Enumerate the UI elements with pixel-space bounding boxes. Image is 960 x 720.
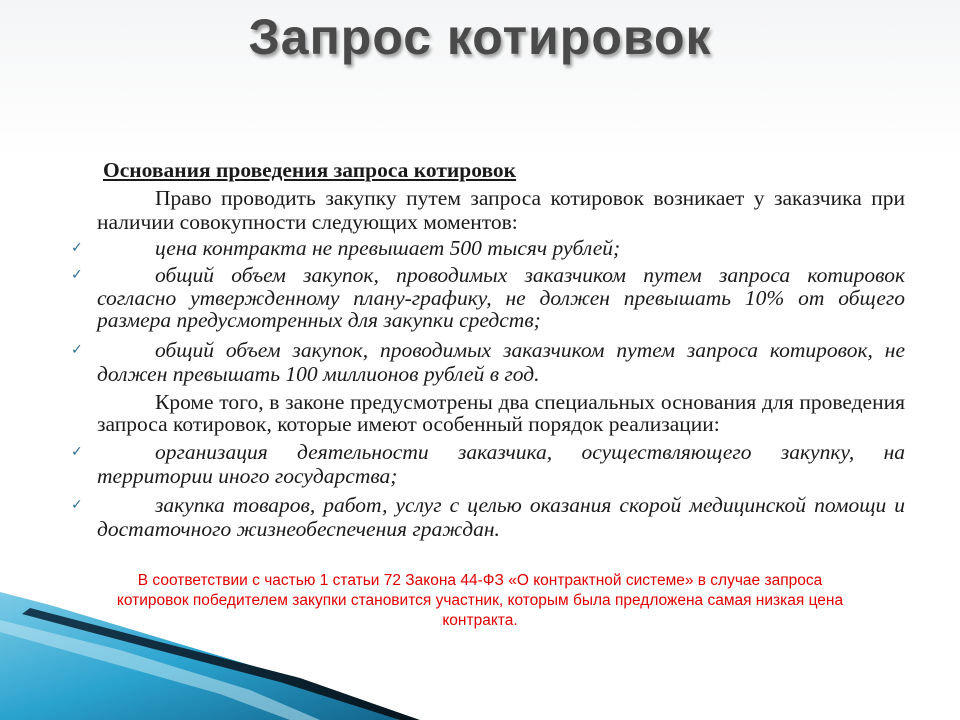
checkmark-icon: ✓ (71, 443, 83, 460)
footnote: В соответствии с частью 1 статьи 72 Закона 44-ФЗ «О контрактной системе» в случае запроса котировок победителем закупки становится участник, которым была предложена самая низкая цена контракта. (116, 572, 844, 629)
checkmark-icon: ✓ (71, 341, 83, 358)
special-case-item (71, 439, 905, 488)
condition-item (71, 263, 905, 332)
checkmark-icon: ✓ (71, 240, 83, 256)
checkmark-icon: ✓ (71, 496, 83, 513)
condition-text: цена контракта не превышает 500 тысяч рублей; (155, 236, 621, 260)
condition-item (71, 236, 905, 260)
special-case-text: закупка товаров, работ, услуг с целью оказания скорой медицинской помощи и достаточного жизнеобеспечения граждан. (97, 492, 905, 541)
slide-body (71, 158, 905, 541)
section-heading: Основания проведения запроса котировок (103, 158, 517, 182)
slide-title: Запрос котировок (248, 9, 712, 65)
special-intro-paragraph: Кроме того, в законе предусмотрены два специальных основания для проведения запроса котировок, которые имеют особенный порядок реализации: (97, 389, 905, 436)
condition-item (71, 337, 905, 386)
special-case-text: организация деятельности заказчика, осуществляющего закупку, на территории иного государства; (97, 439, 905, 488)
condition-text: общий объем закупок, проводимых заказчиком путем запроса котировок согласно утвержденному плану-графику, не должен превышать 10% от общего размера предусмотренных для закупки средств; (97, 263, 905, 332)
special-case-item (71, 492, 905, 541)
intro-paragraph: Право проводить закупку путем запроса котировок возникает у заказчика при наличии совокупности следующих моментов: (97, 186, 905, 234)
checkmark-icon: ✓ (71, 267, 83, 283)
condition-text: общий объем закупок, проводимых заказчиком путем запроса котировок, не должен превышать 100 миллионов рублей в год. (97, 337, 905, 386)
